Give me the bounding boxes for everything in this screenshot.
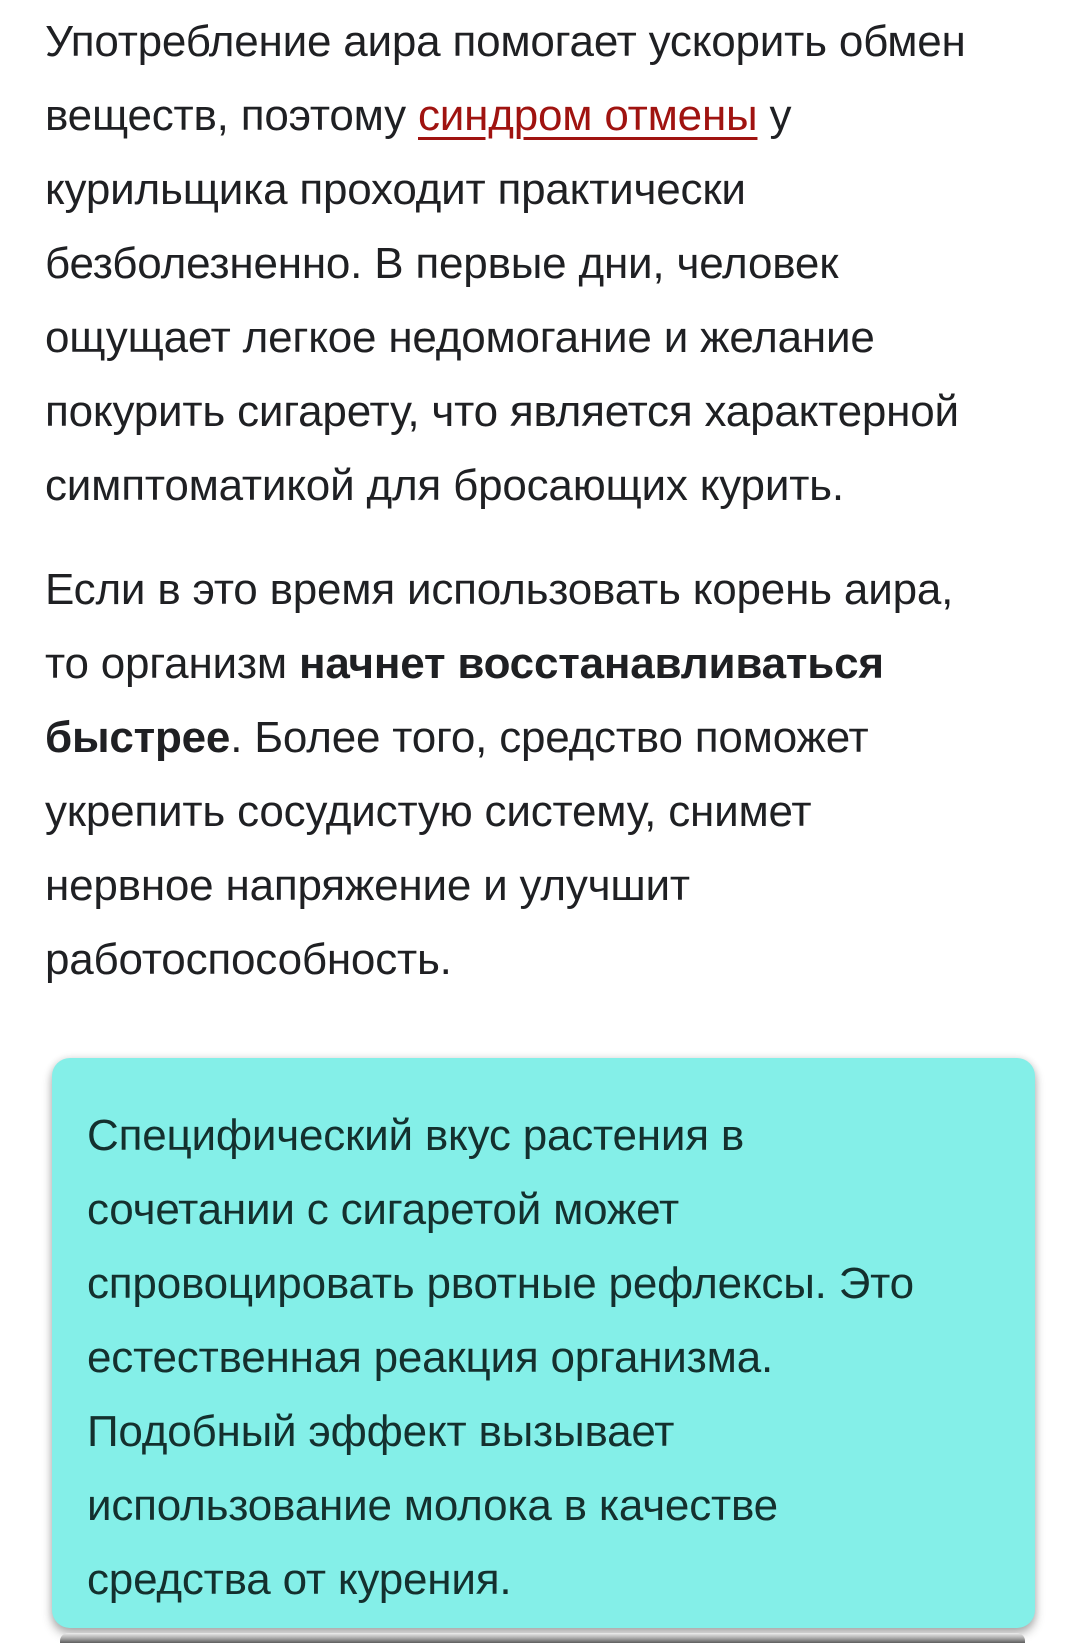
next-block-top-edge — [60, 1633, 1025, 1643]
text-line — [45, 553, 1035, 627]
callout-line: средства от курения. — [87, 1555, 512, 1604]
callout-line: естественная реакция организма. — [87, 1333, 774, 1382]
text-segment: веществ, поэтому — [45, 91, 418, 140]
text-line — [45, 153, 1035, 227]
text-line — [45, 227, 1035, 301]
withdrawal-syndrome-link[interactable]: синдром отмены — [418, 91, 758, 140]
paragraph-metabolism — [45, 5, 1035, 523]
text-segment: безболезненно. В первые дни, человек — [45, 239, 839, 288]
text-segment: ощущает легкое недомогание и желание — [45, 313, 875, 362]
callout-text — [87, 1099, 1005, 1617]
text-segment: . Более того, средство поможет — [230, 713, 869, 762]
text-segment: то организм — [45, 639, 299, 688]
callout-warning-box — [52, 1058, 1035, 1628]
text-segment: покурить сигарету, что является характерной — [45, 387, 959, 436]
text-line — [45, 375, 1035, 449]
callout-line: использование молока в качестве — [87, 1481, 778, 1530]
text-segment: начнет восстанавливаться — [298, 639, 884, 688]
text-line — [45, 79, 1035, 153]
text-segment: укрепить сосудистую систему, снимет — [45, 787, 812, 836]
text-line — [45, 849, 1035, 923]
text-line — [45, 301, 1035, 375]
text-segment: курильщика проходит практически — [45, 165, 746, 214]
text-segment: у — [757, 91, 792, 140]
text-segment: Употребление аира помогает ускорить обмен — [45, 17, 966, 66]
callout-line: Специфический вкус растения в — [87, 1111, 745, 1160]
text-line — [45, 449, 1035, 523]
callout-line: спровоцировать рвотные рефлексы. Это — [87, 1259, 914, 1308]
text-segment: симптоматикой для бросающих курить. — [45, 461, 844, 510]
paragraph-recovery — [45, 553, 1035, 997]
callout-line: Подобный эффект вызывает — [87, 1407, 675, 1456]
text-segment: Если в это время использовать корень аира, — [45, 565, 954, 614]
text-segment: быстрее — [45, 713, 231, 762]
text-line — [45, 775, 1035, 849]
text-line — [45, 923, 1035, 997]
text-line — [45, 701, 1035, 775]
text-segment: нервное напряжение и улучшит — [45, 861, 690, 910]
text-segment: работоспособность. — [45, 935, 452, 984]
text-line — [45, 627, 1035, 701]
text-line — [45, 5, 1035, 79]
callout-line: сочетании с сигаретой может — [87, 1185, 679, 1234]
